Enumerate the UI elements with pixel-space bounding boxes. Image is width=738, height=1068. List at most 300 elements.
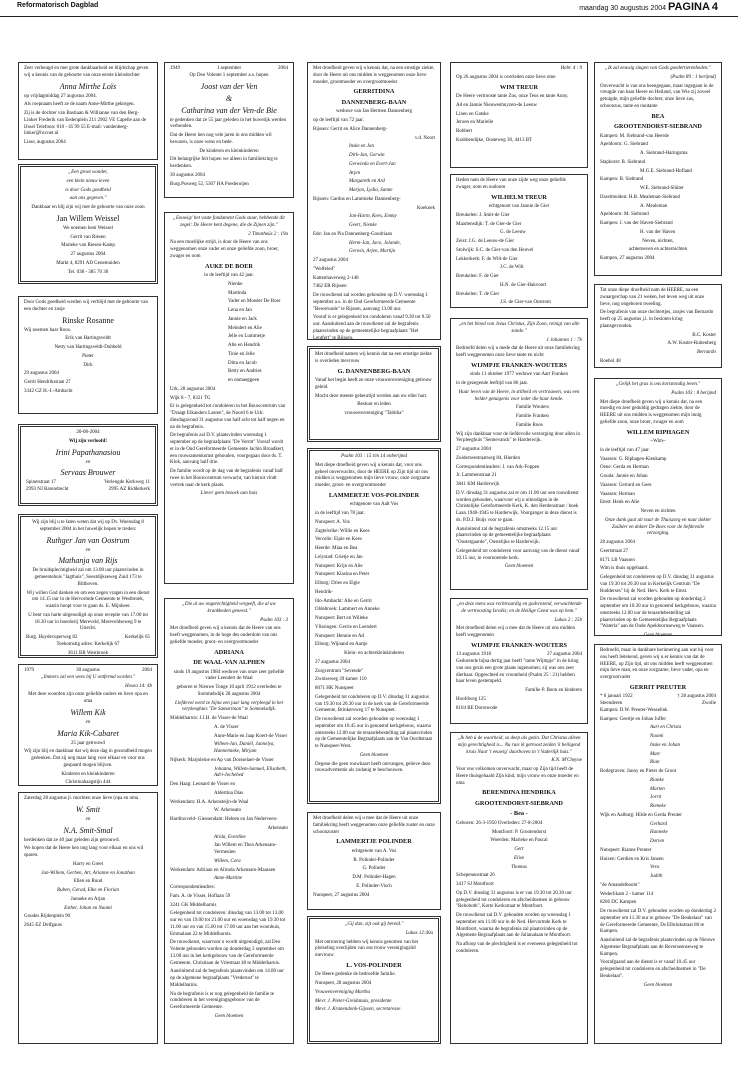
ad-name: G. DANNENBERG-BAAN bbox=[337, 367, 411, 375]
family-place: Middelharnis: bbox=[170, 716, 199, 721]
family-member: Willem, Cora bbox=[214, 858, 241, 864]
ad-city: 3342 GZ H.-I.-Ambacht bbox=[24, 388, 73, 394]
ad-reference: Psalm 103 : 3 bbox=[260, 617, 288, 623]
ad-text: weduwe van Jan Hermen Dannenberg bbox=[336, 109, 412, 115]
ad-name: GERRIT PREUTER bbox=[629, 683, 687, 691]
ad-text: Wij willen God danken en om een zegen vragen in een dienst om 14.15 uur in de Hervormde Gemeente te Westbroek, waarin hoopt voor te gaan ds. E. Mijnheer. bbox=[26, 590, 150, 609]
ad-name: Maria Kik-Cabaret bbox=[57, 728, 119, 738]
family-member: Arida, Everdine bbox=[214, 834, 246, 840]
ad-text: Zaterdag 28 augustus jl. mochten onze lieve (opa en oma bbox=[24, 796, 139, 801]
ad-quote: „Ik zal eeuwig zingen van Gods goedertierenheden." bbox=[605, 66, 711, 71]
ad-address: Roebol 48 bbox=[600, 358, 621, 364]
ad-text: Als roepnaam heeft ze de naam Anne-Mirthe gekregen. bbox=[24, 102, 135, 108]
family-member: J.J.H. de Visser-de Waal bbox=[199, 716, 248, 721]
family-member: Inske en Johan bbox=[650, 742, 680, 748]
family-member: Jorrit bbox=[650, 795, 662, 801]
ad-year: 1979 bbox=[24, 668, 34, 673]
ad-reference: Psalm 103 : 8 berijmd bbox=[671, 390, 716, 396]
family-member: Thomas bbox=[511, 864, 527, 870]
ad-smit bbox=[18, 792, 158, 1044]
family-member: Woerden: Marieke en Pascal bbox=[490, 838, 548, 844]
family-member: Lena en Jan bbox=[228, 308, 252, 313]
ad-text: herdenken dat ze 40 jaar geleden zijn getrouwd. bbox=[24, 837, 120, 843]
ad-text: Geen bloemen bbox=[359, 752, 389, 758]
family-member: IJsselmuiden: H.B. Mealeman-Siebrand bbox=[600, 194, 680, 200]
family-member: J.S. de Gier-van Oostrom bbox=[500, 300, 551, 306]
ad-text: De kinderen en kleinkinderen bbox=[199, 148, 259, 154]
family-member: Arkensato bbox=[267, 825, 288, 831]
ad-text: Tot onze diepe droefheid nam de HEERE, na een zwaargerchap van 21 weken, het leven weg uit onze lieve, nog ongeboren tweeling. bbox=[600, 288, 705, 307]
family-member: Meindert en Alie bbox=[228, 325, 262, 331]
family-member: Breukelen: F. de Gier bbox=[456, 274, 499, 279]
ad-city: 8171 LB Vaassen bbox=[600, 557, 635, 563]
ad-text: te gedenken dat ze 55 jaar geleden in het huwelijk werden verbonden. bbox=[170, 117, 287, 130]
ad-text: Aansluitend zal de begrafenis plaatsvinden op de Nieuwe Algemene Begraafplaats aan de Boverseenseweg te Kampen. bbox=[600, 938, 715, 957]
ad-date: 1 september bbox=[216, 66, 242, 71]
family-member: Neven en nichten bbox=[640, 509, 676, 514]
ad-text: Zij is de dochter van Bastiaan & Willianne van den Berg-Linker Frederik van Eedenplein 211 2902 VE Capelle aan de IJssel Telefoon: 010 - 45 99 55 E-mail: vandenberg-linker@hccnet.nl bbox=[24, 111, 147, 137]
ad-city: 8266 DC Kampen bbox=[600, 900, 637, 906]
ad-text: Bedroefd delen wij u mede dat de Heere uit onze familiekring heeft weggenomen onze lieve tante en nicht bbox=[456, 346, 580, 358]
ad-name: GROOTENDORST-SIEBRAND bbox=[475, 799, 563, 807]
family-member: Alte en Hendrik bbox=[228, 343, 261, 348]
ad-anna bbox=[18, 62, 158, 160]
family-member: Gerwin, Arjen, Martijn bbox=[349, 249, 396, 255]
ad-address: Markt 4, 8291 AD Genemuiden bbox=[56, 260, 120, 266]
ad-name: W. Smit bbox=[75, 804, 101, 814]
family-member: Neven, nichten, bbox=[642, 238, 674, 244]
family-place: Hardinxveld- bbox=[170, 817, 197, 822]
ad-text: Toekomstig adres: Kerkelijk 67 bbox=[56, 641, 120, 647]
ad-text: Geen bloemen bbox=[643, 982, 673, 988]
ad-text: Marieke van Riesen-Kamp bbox=[61, 243, 115, 249]
ad-text: Degene die geen rouwkaart heeft ontvangen, gelieve deze rouwadvertentie als zodanig te beschouwen. bbox=[315, 761, 431, 774]
ad-quote: „Die al uw ongerechtigheid vergeeft, die al uw krankheden geneest." bbox=[182, 602, 276, 614]
ad-text: De rouwdienst zal worden gehouden op D.V. woensdag 1 september a.s. in de Oud Gereformeerde Gemeente "Bewerunde" te Rijssen, aanvang 13.00 uur. bbox=[313, 293, 428, 312]
ad-text: De bruidsplechtigheid zal om 13.00 uur plaatsvinden in gemeentehuis "Jagthuis", Soestdijkseweg Zuid 173 te Bilthoven. bbox=[32, 568, 144, 587]
ad-death-date: † 28 augustus 2004 bbox=[677, 694, 716, 700]
ad-text: echtgenote van A. Vos bbox=[351, 848, 397, 854]
ad-text: De rouwdienst zal worden gehouden op woensdag 1 september om 10.45 uur in genoemd kerkgebouw, waarna omstreeks 12.00 uur de teraardebestelling zal plaatsvinden op de Gemeentelijke Begraafplaats aan de Van Oordtstraat te Nunspeet-West. bbox=[315, 717, 433, 749]
ad-joost bbox=[164, 62, 294, 198]
ad-text: Door Gods goedheid werden wij verblijd met de geboorte van een dochter en zusje bbox=[24, 300, 148, 312]
ad-willem-kik bbox=[18, 664, 158, 786]
ad-text: De rouwdienst zal worden gehouden op donderdag 2 september om 10.30 uur in genoemd kerkgebouw, waarna omstreeks 12.00 uur de teraardebestelling zal plaatsvinden op de Gemeentelijke Begraafplaats "Waterla" aan de Oude Apeldoornseweg te Vaassen. bbox=[600, 597, 716, 630]
ad-name: Jan Willem Weissel bbox=[56, 213, 120, 223]
ad-quote: „Immers zal een wees bij U ontfermd worden." bbox=[40, 674, 136, 680]
ad-text: Mevr. J. Kranendonk-Gijssen, secretaresse bbox=[315, 1007, 401, 1013]
ad-text: in de leeftijd van 42 jaar. bbox=[204, 273, 254, 278]
ad-name: ~Wim~ bbox=[650, 439, 666, 444]
ad-address: Christinahaagstijn 444 bbox=[65, 780, 111, 786]
ad-city: 2645 EZ Delfgauw bbox=[24, 923, 63, 928]
ad-reference: 1 Johannes 1 : 7b bbox=[546, 337, 582, 343]
family-member: Rian bbox=[650, 760, 660, 766]
ad-year: 1949 bbox=[170, 66, 180, 71]
ad-address: Hoofdweg 125 bbox=[456, 696, 486, 702]
family-member: W.E. Siebrand-Slüiter bbox=[640, 186, 684, 191]
ad-address: Jr. Lammenstraat 21 bbox=[456, 473, 497, 479]
ad-text: sinds 19 augustus 1984 weduwe van onze zeer geliefde vader Leendert de Waal bbox=[173, 669, 285, 682]
family-member: Staphorst: B. Siebrand bbox=[600, 159, 646, 165]
ad-date: Nunspeet, 28 augustus 2004 bbox=[315, 981, 372, 986]
ad-name: WIJMPJE FRANKEN-WOUTERS bbox=[470, 361, 568, 369]
ad-text: Op D.V. dinsdag 31 augustus is er van 19.30 tot 20.30 uur gelegenheid tot condoleren en afscheidnemen in gebouw "Rehoboth", Korte Kerkstraat te Montfoort. bbox=[456, 890, 572, 910]
family-member: Marjon, Lydia, Sanne bbox=[349, 188, 393, 193]
ad-ruthger bbox=[18, 514, 158, 658]
ad-quote: „Ik heb ú de waarheid, so deep als gezin. Dat Christus alleen mijn gerechtigheid is... Nu ruis ik getroost zeiden 'k heiligend kruis Naar 't eeuwig' daarboven in 't Vaderlijk huis." bbox=[457, 736, 581, 755]
family-member: Jan-Harm, Kees, Emmy bbox=[349, 214, 397, 220]
header-date: maandag 30 augustus 2004 bbox=[579, 5, 666, 12]
ad-text: en bbox=[85, 816, 91, 822]
ad-name: WILHELM TREUR bbox=[491, 193, 547, 201]
family-member: Gert bbox=[514, 847, 524, 852]
family-member: Gouda: Jannie en Johan bbox=[600, 474, 648, 479]
ad-text: Dirk bbox=[83, 362, 93, 368]
ad-city: 3241 GK Middelharnis bbox=[170, 902, 217, 908]
ad-address: Krabbendijke, Oosteweg 30, 4413 BT bbox=[456, 137, 533, 143]
ad-date: Kampen, 27 augustus 2004 bbox=[600, 256, 655, 261]
family-member: Aldertina Dias bbox=[214, 790, 244, 796]
ad-text: Vrouwenvereniging Martha bbox=[315, 989, 370, 995]
ad-name: LAMMERTJE POLINDER bbox=[336, 838, 412, 846]
family-member: Maartensdijk: T. de Gier-de Gier bbox=[456, 221, 522, 227]
family-member: Gerhard bbox=[650, 821, 667, 827]
ad-text: Met diepe droefheid geven wij u kennis dat, na een moedig en zeer geduldig gedragen ziekte, door de HEERE uit ons midden is weggenomen mijn innig geliefde zoon, onze broer, zwager en oom bbox=[600, 399, 703, 425]
ad-city: 8071 HK Nunspeet bbox=[315, 686, 354, 691]
ad-city: 8104 BE Dorrewode bbox=[456, 705, 498, 711]
ad-text: Wij zijn blij u te laten weten dat wij op Dv. Woensdag 8 september 2004 in het huwelijk hopen te treden: bbox=[32, 520, 144, 532]
ad-text: Bestuur en leden bbox=[357, 402, 391, 408]
family-member: Lekkerkerk: F. de Wilt-de Gier bbox=[456, 256, 518, 262]
ad-text: De rouwdienst zal D.V. gehouden worden op woensdag 1 september om 11.00 uur in de Ned. Hervormde Kerk te Montfoort, waarna de begrafenis zal plaatsvinden op de Algemene Begraafplaats aan de Julianalaan te Montfoort. bbox=[456, 913, 572, 939]
ad-address: Kattenhaverweg 2-148 bbox=[313, 275, 359, 281]
family-member: Elburg: Dries en Elgie bbox=[315, 581, 360, 586]
ad-text: Gerrit van Riesen bbox=[70, 234, 106, 240]
ad-name: ADRIANA bbox=[214, 648, 244, 656]
ad-text: Liefdevol werd ze bijna een jaar lang verpleegd in het verpleeghuis "De Samaritaan" te Sommelsdijk. bbox=[175, 700, 283, 713]
family-member: Lineu en Gatske bbox=[456, 111, 489, 117]
family-member: Robbert bbox=[456, 129, 473, 134]
ad-wijmpje-franken bbox=[450, 318, 588, 590]
ad-text: De Heere gedenke de bedroefde familie. bbox=[315, 972, 396, 978]
ad-quote: Onze dank gaat uit naar de Thuiszorg en naar dokter Zoühler en dokter De Boes voor de liefdevolle verzorging. bbox=[604, 517, 712, 537]
ad-text: Met droefheid geven wij u kennis dat de Heere van ons heeft weggenomen, in de hoge des ouderdom van ons geliefde moeder, groot- en overgrootmoeder bbox=[170, 626, 281, 645]
family-member: Wijk en Aalburg: Hilde en Gerda Preuter bbox=[600, 812, 682, 818]
family-member: B.C. Koster bbox=[692, 332, 716, 338]
ad-city: 3841 KM Harderwijk bbox=[456, 482, 500, 487]
family-member: Ede: Jan en Pia Dannenberg-Goudriaan bbox=[313, 231, 393, 237]
ad-reference: K.N. M'Cheyne bbox=[551, 758, 582, 764]
family-member: achterneven en achternichten bbox=[628, 247, 688, 253]
family-member: Johanna, Willem-Samuel, Elisabeth, Adri-Jochebed bbox=[214, 766, 287, 779]
header-date-page bbox=[579, 1, 718, 13]
family-member: Zagtelsrike: Willie en Kees bbox=[315, 528, 370, 534]
ad-text: Vanaf het begin heeft ze onze vrouwenvereniging getrouw geleid. bbox=[315, 378, 432, 390]
ad-text: U bent van harte uitgenodigd op onze receptie van 17.00 tot 18.30 uur in boerderij Mereveld, Mereveldseweg 9 te Utrecht. bbox=[28, 612, 148, 632]
ad-rinske bbox=[18, 296, 158, 414]
ad-name: Ruthger Jan van Oostrum bbox=[46, 535, 130, 545]
ad-text: De familie wordt op de dag van de begrafenis vanaf half twee in het Bouwcentrum verwacht, van hieruit vindt vertrek naar de kerk plaats. bbox=[170, 469, 283, 488]
family-member: Ellen en Ruud bbox=[73, 879, 103, 885]
ad-text: De begrafenis zal D.V. plaatsvinden woensdag 1 september op de begraafplaats "De Vormt" Vooraf wordt er in de Oud Gereformeerde Gemeente Jachin Broadkert, een rouwsamenkomst gehouden, voorgegaan door ds. T. Klok, aanvang half drie. bbox=[170, 433, 285, 466]
ad-wilhelm-treur bbox=[450, 174, 588, 308]
ad-address: Schepenenstraat 26 bbox=[456, 873, 495, 879]
ad-name: BEA bbox=[651, 112, 665, 120]
ad-lammertje-vos bbox=[307, 448, 441, 804]
family-place: Werkendam: bbox=[170, 799, 196, 805]
ad-text: en bbox=[85, 459, 91, 465]
ad-address: Gerrit Hendrikstraat 27 bbox=[24, 380, 71, 385]
ad-address: Spinetstraat 17 bbox=[26, 480, 56, 486]
family-member: A.W. Koster-Ruitenberg bbox=[667, 341, 716, 347]
ad-date: 13 augustus 1918 bbox=[456, 652, 491, 658]
ad-vos-vereniging bbox=[307, 916, 441, 1044]
family-member: Adriaan en Aliruda Arkensato-Maassen bbox=[196, 867, 276, 873]
family-member: en onmaeggeen bbox=[228, 378, 260, 383]
family-member: Naomi bbox=[650, 734, 664, 739]
ad-address: Burg.Posweg 52, 5307 HA Poederoijen bbox=[170, 181, 249, 187]
ad-place: Zorgcentrum "Sevende" bbox=[315, 668, 364, 674]
family-member: Anne-Martine bbox=[214, 876, 243, 882]
ad-date: 27 augustus 2004 bbox=[547, 652, 582, 658]
ad-name: WIJMPJE FRANKEN-WOUTERS bbox=[470, 641, 568, 649]
family-member: R. Polinder-Polinder bbox=[353, 857, 395, 863]
ad-text: Wim is thuis opgebaard. bbox=[600, 566, 649, 572]
page-number: 4 bbox=[711, 1, 718, 13]
family-member: Nunspeet: Hennie en Ad bbox=[315, 633, 365, 639]
family-member: Apeldoorn: M. Siebrand bbox=[600, 212, 649, 218]
ad-text: Mocht deze meeste gebeurtijd worden aan uw eller hart. bbox=[315, 393, 428, 399]
ad-place: "Welfeled" bbox=[313, 266, 336, 272]
ad-address: Geertstraat 27 bbox=[600, 548, 629, 554]
ad-text: Op Deo Volente 1 september a.s. hopen bbox=[189, 72, 269, 78]
ad-text: Wij noemen haar Roos. bbox=[24, 327, 72, 333]
ad-text: Na een moeilijke strijd, is door de Heere van ons weggenomen onze vader en onze geliefde zoon, broer, zwager en oom bbox=[170, 240, 279, 259]
family-member: Huizen: Gerdien en Kris Jansen bbox=[600, 856, 664, 862]
family-member: Marjoleine en Ap van Dorsselaer-de Visser bbox=[187, 757, 274, 763]
ad-wijmpje-boon bbox=[450, 598, 588, 724]
ad-text: Gelegenheid tot condoleren op D.V. dinsdag 31 augustus van 19.30 tot 20.30 uur in Kerkelijk Centrum "De Rudderses" bij de Ned. Herv. Kerk te Emst. bbox=[600, 575, 714, 594]
ad-text: 3611 BR Westbroek bbox=[67, 650, 109, 656]
ad-text: Met droefheid delen wij u mee dat de Heere uit onze familiekring heeft weggenomen onze geliefde zuster en onze schoonzuster bbox=[313, 816, 435, 835]
ad-reference: Hosea 14: 4b bbox=[125, 683, 152, 689]
ad-name: LAMMERTJE VOS-POLINDER bbox=[328, 491, 420, 499]
ad-address: Kerkelijk 65 bbox=[124, 635, 150, 640]
family-member: Ido-Ambacht: Alie en Gerrit bbox=[315, 598, 372, 604]
ad-name: Catharina van der Ven-de Bie bbox=[181, 105, 277, 115]
ad-text: Met diepe droefheid geven wij u kennis dat, voor ons geheel onverwachts, door de HEERE op Zijn tijd uit ons midden is weggenomen mijn lieve vrouw, onze zorgzame moeder, groot- en overgrootmoeder bbox=[315, 462, 431, 488]
ad-text: sinds 11 oktober 1977 weduwe van Aart Franken bbox=[470, 372, 568, 378]
family-member: Stolwijk: S.C. de Gier-van den Heuvel bbox=[456, 247, 534, 253]
ad-text: Na de begrafenis is er nog gelegenheid de familie te condoleren in het verenigingsgebouw van de Gereformeerde Gemeente. bbox=[170, 991, 274, 1010]
ad-text: echtgenote van Aalt Vos bbox=[349, 502, 399, 508]
ad-text: Gedurende bijna dertig jaar heeft "tante Wijmpje" in de kring van ons gezin een grote plaats ingenomen; zij was ons zeer dierbaar. Opgeschted en vroomheid (Psalm 25 : 21) hebben haar leven gestempeld. bbox=[456, 659, 579, 685]
ad-text: Correspondentieadres: J. van Ark-Foppen bbox=[456, 464, 540, 470]
ad-address: Goudes Rijdenplein 90 bbox=[24, 914, 71, 920]
ad-name: Irini Papathanasiou bbox=[55, 447, 121, 457]
ad-gerrit-preuter bbox=[594, 644, 722, 1044]
ad-text: echtgenoot van Jannie de Gier bbox=[488, 204, 550, 209]
ad-date: 20-08-2004 bbox=[76, 430, 100, 435]
family-member: Inske en Jan bbox=[349, 144, 374, 150]
ad-irini bbox=[18, 424, 158, 506]
family-member: Ditta en Jacob bbox=[228, 360, 257, 366]
ad-text: & bbox=[225, 93, 233, 103]
ad-text: Geen bloemen bbox=[214, 1013, 244, 1019]
ad-address: Zwolseweg 39 kamer 110 bbox=[315, 677, 367, 683]
family-member: J.C. de Wilt bbox=[500, 265, 524, 271]
family-member: Giessendam: Heleen en Jan Nederveen- bbox=[197, 817, 278, 822]
ad-text: Wij zijn dankbaar voor de liefdevolle verzorging door allen in Verpleeghuis "Sennevanck" te Harderwijk. bbox=[456, 431, 580, 444]
ad-date: Urk, 28 augustus 2004 bbox=[170, 386, 216, 392]
family-member: Leonard de Visser en bbox=[192, 782, 236, 787]
family-member: Kampen: M. Siebrand-van Heerde bbox=[600, 133, 669, 139]
ad-text: Netty van Hartingsveldt-Dubbeld bbox=[54, 345, 122, 350]
ad-place: Zwolle bbox=[701, 701, 716, 706]
family-member: Koekoek bbox=[416, 205, 435, 211]
ad-quote: „Een groot wonder, bbox=[68, 170, 108, 175]
family-member: G. Polinder bbox=[362, 866, 386, 872]
family-member: W. Arkensato bbox=[214, 808, 242, 814]
family-member: Jannie en Jack bbox=[228, 316, 257, 322]
ad-name: L. VOS-POLINDER bbox=[346, 961, 402, 969]
family-member: A. Mealeman bbox=[640, 203, 668, 209]
ad-adriana bbox=[164, 598, 294, 1044]
ad-text: De rouwdienst zal D.V. gehouden worden op donderdag 2 september om 11.30 uur in gebouw "De Beukelaar" van de Gereformeerde Gemeente, Ds Elbrinkstraat 80 te Kampen. bbox=[600, 909, 716, 935]
family-member: Oene: Gerda en Herman bbox=[600, 465, 649, 471]
family-member: Jan-Willem, Gerben, Art, Arianne en Jonathan bbox=[41, 870, 135, 876]
ad-text: en bbox=[85, 547, 91, 553]
ad-quote: Psalm 103 : 15 t/m 14 onberijmd bbox=[340, 454, 408, 459]
ad-quote: „Gelijk het gras is ons kortstondig leven." bbox=[615, 382, 701, 387]
ad-text: Wij zijn blij en dankbaar dat wij deze dag in gezondheid mogen gedenken. Dat zij nog maar lang voor elkaar en voor ons gespaard mogen blijven. bbox=[24, 749, 152, 768]
ad-name: Servaas Brouwer bbox=[60, 468, 116, 478]
ad-text: Met droefheid namen wij kennis dat na een ernstige ziekte is overleden mevrouw bbox=[315, 352, 432, 364]
family-member: Herm-Jan, Jaco, Jolande, bbox=[349, 240, 401, 246]
ad-text: We hopen dat de Heere hen nog lang voor elkaar en ons wil sparen. bbox=[24, 846, 144, 858]
ad-text: Met droefheid geven wij u kennis dat, na een ernstige ziekte, door de Heere uit ons midden is weggenomen onze lieve moeder, grootmoeder en overgrootmoeder bbox=[313, 66, 435, 85]
family-member: Jeroen en Marielle bbox=[456, 120, 494, 126]
family-place: Werkendam: bbox=[170, 867, 196, 873]
ad-name: GROOTENDORST-SIEBRAND bbox=[614, 123, 702, 130]
family-member: Gerwieda en Evert-Jan bbox=[349, 161, 396, 167]
family-member: Marc bbox=[650, 751, 661, 757]
ad-year: 2004 bbox=[142, 668, 152, 673]
family-member: Willem-Jan, Daniël, Jannelya, Hannemieke, Mirjam bbox=[214, 742, 275, 754]
ad-text: Met ontroering hebben wij kennis genomen van het plotseling overlijden van ons trouw verenigingslid mevrouw bbox=[315, 939, 419, 958]
family-member: v.d. Noort bbox=[414, 135, 435, 141]
ad-address: Fam. A. de Visser, Hoflaan 59 bbox=[170, 893, 231, 899]
ad-text: Geen bloemen bbox=[504, 564, 534, 570]
ad-text: Aansluitend zal de begrafenis plaatsvinden om 14.00 uur op de algemene begraafplaats "Vrederust" te Middelharnis. bbox=[170, 969, 284, 988]
family-member: Vaassen: Herman bbox=[600, 491, 635, 497]
ad-auke bbox=[164, 212, 294, 584]
family-member: Harry en Greet bbox=[73, 861, 103, 867]
ad-text: D.V. dinsdag 31 augustus zal er om 11.00 uur een rouwdienst worden gehouden, waarvoor wij u uitnodigen in de Christelijke Gereformeerde Kerk, K. den Herdenstraat / hoek Laan 1940-1945 te Harderwijk. Voorganger in deze dienst is ds. P.D.J. Buijs voor te gaan. bbox=[456, 490, 579, 523]
ad-year: 2004 bbox=[277, 66, 288, 71]
family-member: Jan Willem en Thea Arkensato-Vermeulen bbox=[214, 843, 277, 855]
ad-text: Vooraf is er gelegenheid tot condoleren vanaf 9.30 tot 9.50 uur. Aansluitend aan de rouwdienst zal de begrafenis plaatsvinden op de gemeentelijke begraafplaats "Het Lentfert" te Rijssen. bbox=[313, 315, 431, 340]
page-label: PAGINA bbox=[667, 1, 710, 13]
ad-name: WIM TREUR bbox=[499, 83, 539, 91]
ad-text: in de leeftijd van 78 jaar. bbox=[315, 511, 365, 516]
family-member: Nunspeet: A. Vos bbox=[315, 519, 350, 525]
family-member: A. de Visser bbox=[214, 724, 239, 730]
family-member: Esther, Johan en Naomi bbox=[64, 905, 112, 911]
family-member: Martinda bbox=[228, 290, 247, 296]
ad-name: DE WAAL-VAN ALPHEN bbox=[193, 659, 265, 666]
ad-reference: Hebr. 4 : 9 bbox=[560, 66, 582, 71]
ad-date: 27 augustus 2004 bbox=[70, 252, 106, 257]
ad-text: Mevr. J. Pieter-Greidanuis, presidente bbox=[315, 998, 392, 1004]
family-member: Bodegraven: Janny en Pieter de Groot bbox=[600, 769, 677, 774]
family-member: D.M. Polinder-Hagen bbox=[352, 875, 396, 880]
family-member: Tinie en Jelle bbox=[228, 351, 255, 357]
family-member: Elburg: Wijnand en Aartje bbox=[315, 642, 368, 648]
ad-date: 30 augustus 2004 bbox=[170, 172, 205, 178]
family-member: Oldebroek: Lammert en Anneke bbox=[315, 607, 380, 613]
ad-dannenberg bbox=[307, 62, 441, 340]
family-member: Margareth en Ard bbox=[349, 179, 385, 185]
ad-date: 27 augustus 2004 bbox=[313, 258, 348, 263]
ad-address: Verlengde Kerkweg 11 bbox=[104, 480, 150, 486]
ad-city: 2993 NJ Barendrecht bbox=[26, 487, 69, 492]
ad-city bbox=[600, 368, 716, 369]
family-member: Ruben, Gerad, Elke en Florian bbox=[57, 888, 119, 893]
family-member: Familie Roos bbox=[516, 422, 543, 428]
family-member: H. van der Haven bbox=[640, 229, 676, 235]
family-member: Vera bbox=[650, 865, 660, 871]
family-member: Nienke bbox=[228, 281, 243, 287]
ad-name: Joost van der Ven bbox=[200, 81, 258, 91]
family-member: Kampen: B. Siebrand bbox=[600, 177, 644, 183]
family-member: Breukelen: J. Smit-de Gier bbox=[456, 212, 510, 218]
ad-place: Lisse, augustus 2004 bbox=[24, 140, 66, 145]
family-member: Geert, Nienke bbox=[349, 223, 377, 228]
ad-text: Correspondentieadres: bbox=[170, 885, 215, 890]
ad-name: AUKE DE BOER bbox=[205, 262, 253, 270]
ad-text: Na afloop van de plechtigheid is er eveneens gelegenheid tot condoleren. bbox=[456, 942, 578, 954]
ad-reference: (Psalm 89 : 1 berijmd) bbox=[670, 74, 716, 80]
ad-name: WILLEM RIPHAGEN bbox=[626, 428, 690, 436]
ad-text: Onverwacht is van ons heengegaan, maar ingegaan in de vreugde van haar Heere en Heiland, van Wie zij zoveel getuigde, mijn geliefde dochter, onze lieve zus, schoonzus, tante en nuutante bbox=[600, 83, 714, 109]
ad-name: Willem Kik bbox=[70, 707, 106, 717]
ad-place: Steenderen bbox=[600, 701, 623, 706]
ad-text: Geboren: 26-3-1950 Overleden: 27-8-2004 bbox=[456, 820, 543, 826]
ad-reference: Lukas 2 : 25b bbox=[554, 617, 582, 623]
ad-text: Op 26 augustus 2004 is overleden onze lieve ome bbox=[456, 74, 556, 80]
ad-name: BERENDINA HENDRIKA bbox=[482, 789, 556, 797]
family-member: Aart en Christa bbox=[650, 725, 682, 731]
ad-quote: een klein nieuw leven bbox=[66, 178, 110, 184]
ad-name: Mathanja van Rijs bbox=[58, 556, 118, 566]
ad-dannenberg-vereniging bbox=[307, 346, 441, 442]
ad-city: 2995 AZ Ridderkerk bbox=[108, 487, 150, 492]
family-member: Anne-Marie en Jaap Koert-de Visser bbox=[214, 733, 288, 739]
ad-lammertje-polinder bbox=[307, 812, 441, 910]
family-member: Dorien bbox=[650, 839, 665, 844]
ad-address: Wijk 8 - 7, 8321 TG bbox=[170, 395, 211, 401]
family-member: Kampen: D.W. Preuter-Wesselink bbox=[600, 707, 668, 713]
ad-date: 27 augustus 2004 bbox=[315, 659, 350, 665]
ad-text: in de gezegende leeftijd van 86 jaar. bbox=[456, 381, 529, 386]
ad-name: Rinske Rosanne bbox=[62, 315, 114, 325]
family-member: Zeist: J.G. de Leeuw-de Gier bbox=[456, 239, 515, 244]
ad-quote: is door Gods goedheid bbox=[65, 187, 111, 193]
family-member: Marten bbox=[650, 786, 665, 792]
ad-city: 3417 SJ Montfoort bbox=[456, 882, 494, 887]
